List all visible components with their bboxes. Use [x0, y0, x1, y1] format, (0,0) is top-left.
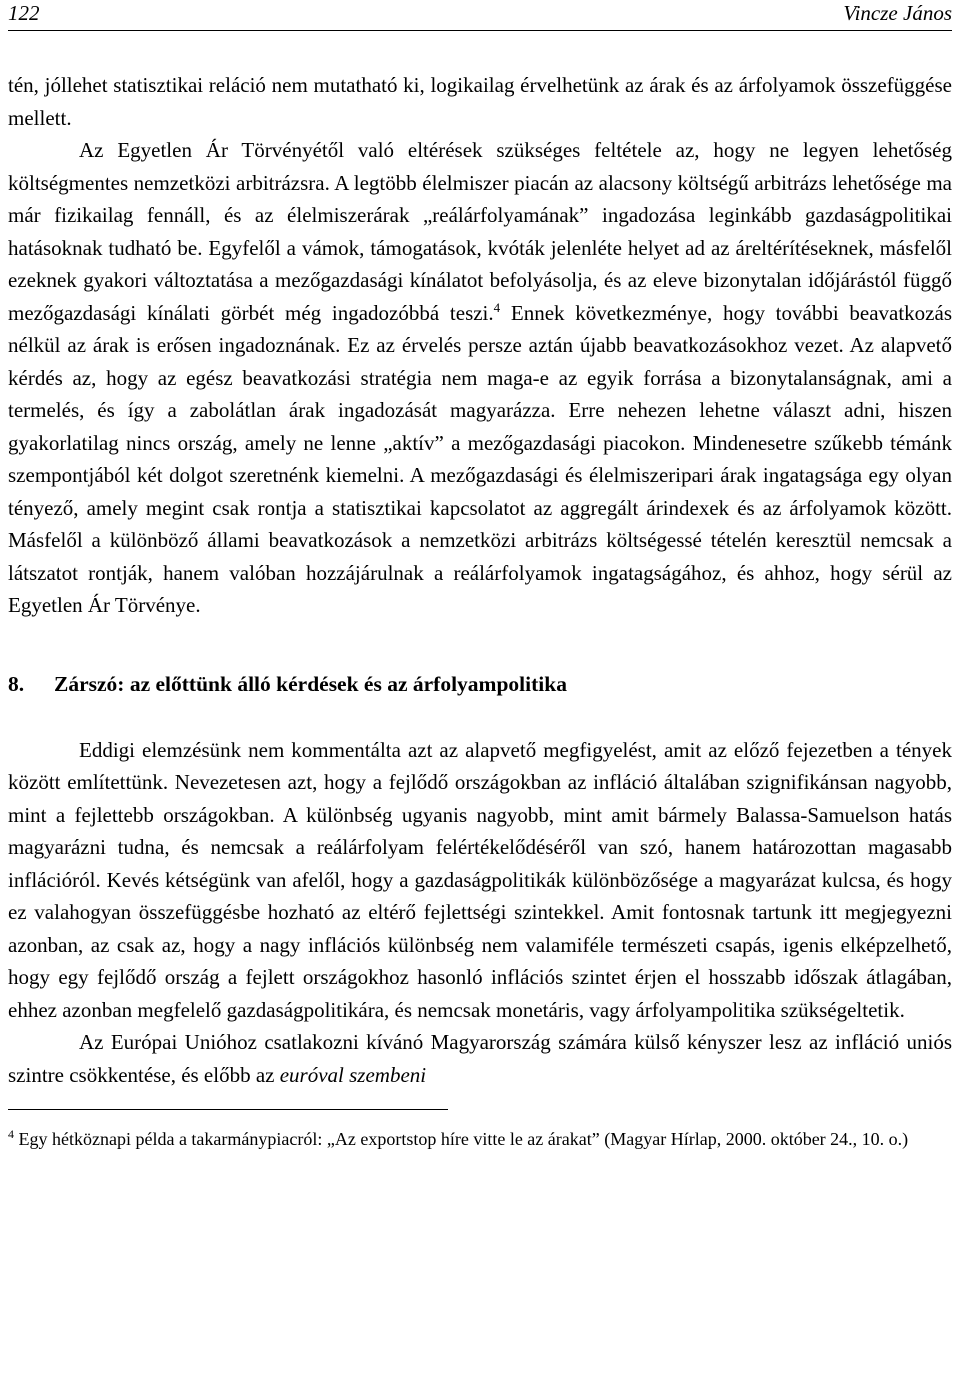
paragraph-text: Az Egyetlen Ár Törvényétől való eltérések szükséges feltétele az, hogy ne legyen lehetőség költségmentes nemzetközi arbitrázsra. A legtöbb élelmiszer piacán az alacsony költségű arbitrázs lehetősége ma már fizikailag fennáll, és az élelmiszerárak „reálárfolyamának” ingadozása leginkább gazdaságpolitikai hatásoknak tudható be. Egyfelől a vámok, támogatások, kvóták jelenléte helyet ad az áreltérítéseknek, másfelől ezeknek gyakori változtatása a mezőgazdasági kínálatot befolyásolja, és az eleve bizonytalan időjárástól függő mezőgazdasági kínálati görbét még ingadozóbbá teszi.	[8, 138, 952, 325]
footnote	[8, 1126, 952, 1152]
section-heading	[8, 668, 952, 700]
section-title: Zárszó: az előttünk álló kérdések és az árfolyampolitika	[54, 671, 567, 696]
section-text	[8, 734, 952, 1092]
footnote-reference[interactable]: 4	[493, 299, 501, 315]
paragraph-text: Ennek következménye, hogy további beavatkozás nélkül az árak is erősen ingadoznának. Ez az érvelés persze aztán újabb beavatkozásokhoz vezet. Az alapvető kérdés az, hogy az egész beavatkozási stratégia nem maga-e az egyik forrása a bizonytalanságnak, ami a termelés, és így a zabolátlan árak ingadozását magyarázza. Erre nehezen lehetne választ adni, hiszen gyakorlatilag nincs ország, amely ne lenne „aktív” a mezőgazdasági piacokon. Mindenesetre szűkebb témánk szempontjából két dolgot szeretnénk kiemelni. A mezőgazdasági és élelmiszeripari árak ingatagsága egy olyan tényező, amely megint csak rontja a statisztikai kapcsolatot az aggregált árindexek és az árfolyamok között. Másfelől a különböző állami beavatkozások a nemzetközi arbitrázs költségessé tételén keresztül nemcsak a látszatot rontják, hanem valóban hozzájárulnak a reálárfolyamok ingatagságához, és ahhoz, hogy sérül az Egyetlen Ár Törvénye.	[8, 300, 952, 617]
running-author: Vincze János	[843, 1, 952, 25]
main-text	[8, 69, 952, 622]
paragraph: Eddigi elemzésünk nem kommentálta azt az alapvető megfigyelést, amit az előző fejezetben a tények között említettünk. Nevezetesen azt, hogy a fejlődő országokban az infláció általában szignifikánsan nagyobb, mint a fejlettebb országokban. A különbség ugyanis nagyobb, mint amit bármely Balassa-Samuelson hatás magyarázni tudna, és nemcsak a reálárfolyam felértékelődéséről van szó, hanem határozottan magasabb inflációról. Kevés kétségünk van afelől, hogy a gazdaságpolitikák különbözősége a magyarázat kulcsa, és hogy ez valahogyan összefüggésbe hozható az eltérő fejlettségi szintekkel. Amit fontosnak tartunk itt megjegyezni azonban, az csak az, hogy a nagy inflációs különbség nem valamiféle természeti csapás, igenis elképzelhető, hogy egy fejlődő ország a fejlett országokhoz hasonló inflációs szintet érjen el hosszabb időszak átlagában, ehhez azonban megfelelő gazdaságpolitikára, és nemcsak monetáris, vagy árfolyampolitika szükségeltetik.	[8, 737, 952, 1022]
footnote-divider	[8, 1109, 448, 1110]
footnote-text: Egy hétköznapi példa a takarmánypiacról: „Az exportstop híre vitte le az árakat” (Magyar Hírlap, 2000. október 24., 10. o.)	[14, 1129, 909, 1149]
paragraph	[8, 1026, 952, 1091]
running-header	[8, 0, 952, 31]
footnote-marker: 4	[8, 1127, 14, 1141]
italic-text: euróval szembeni	[279, 1062, 427, 1087]
paragraph	[8, 134, 952, 622]
paragraph: tén, jóllehet statisztikai reláció nem mutatható ki, logikailag érvelhetünk az árak és az árfolyamok összefüggése mellett.	[8, 73, 952, 130]
section-number: 8.	[8, 671, 25, 696]
paragraph-text: Az Európai Unióhoz csatlakozni kívánó Magyarország számára külső kényszer lesz az infláció uniós szintre csökkentése, és előbb az	[8, 1030, 952, 1087]
page-number: 122	[8, 1, 40, 25]
document-page	[8, 0, 952, 1152]
